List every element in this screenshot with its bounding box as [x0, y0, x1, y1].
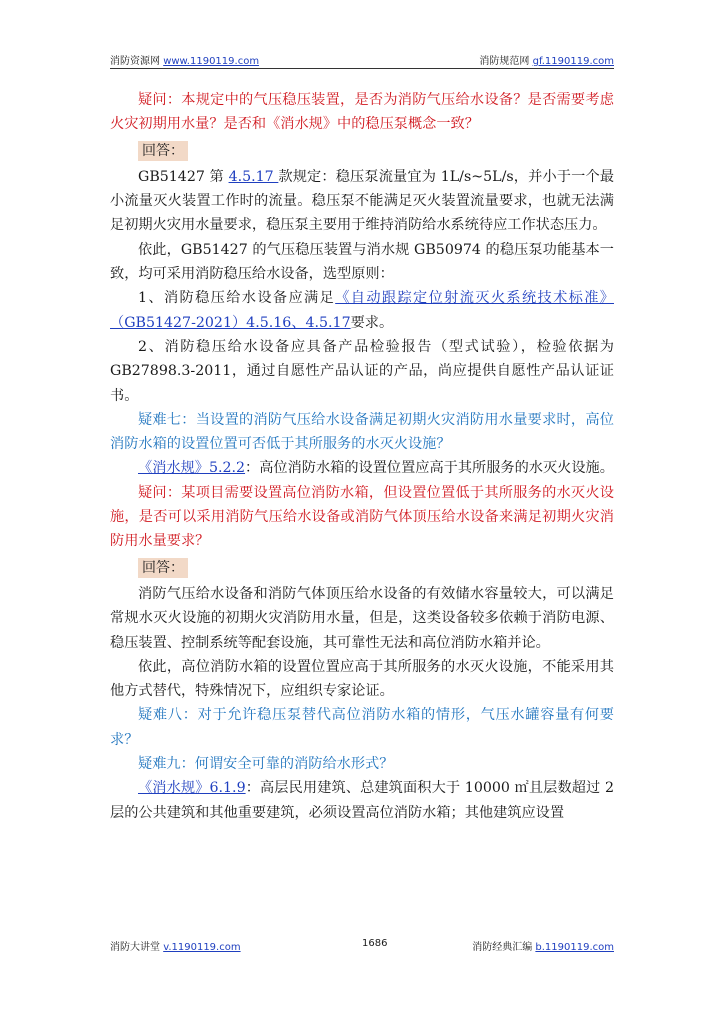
difficulty-8-heading: 疑难八：对于允许稳压泵替代高位消防水箱的情形，气压水罐容量有何要求？: [110, 707, 614, 748]
difficulty-9-heading: 疑难九：何谓安全可靠的消防给水形式？: [138, 756, 394, 773]
page-header: [110, 52, 614, 68]
answer-2-paragraph-1: [110, 582, 614, 655]
a1-p1-pre: GB51427 第: [138, 168, 229, 185]
a2-p1-a: 消防气压给水设备和消防气体顶压给水设备的有效储水容量较大，可以满足常规水灭火设施的初期火灾消防用水量，但是，这类设备: [110, 585, 614, 627]
header-right-label: 消防规范网: [479, 56, 530, 67]
answer-label: 回答：: [138, 558, 188, 578]
h7-text: ：高位消防水箱的设置位置应高于其所服务的水灭火设施。: [245, 460, 614, 477]
header-divider: [110, 68, 614, 69]
clause-ref-4-5-17[interactable]: 4.5.17: [228, 168, 279, 185]
difficulty-7-heading: 疑难七：当设置的消防气压给水设备满足初期火灾消防用水量要求时，高位消防水箱的设置位置可否低于其所服务的水灭火设施？: [110, 411, 614, 453]
page-footer: [110, 938, 614, 954]
a1-p3-pre: 1、消防稳压给水设备应满足: [138, 290, 336, 307]
standard-ref-gb51427[interactable]: 《自动跟踪定位射流灭火系统技术标准》（GB51427-2021）4.5.16、4.5.17: [110, 290, 614, 331]
a2-p2-a: 依此，高位消防水箱的设置位置应高于其所服务的水灭火设施，不能采用其他方式替代，: [110, 658, 614, 700]
answer-1-paragraph-4: 2、消防稳压给水设备应具备产品检验报告（型式试验），检验依据为 GB27898.3-2011，通过自愿性产品认证的产品，尚应提供自愿性产品认证证书。: [110, 338, 614, 404]
h9-text: ：高层民用建筑、总建筑面积大于 10000 ㎡且层数超过 2 层的公共建筑和其他重要建筑，必须设置高位消防水箱；其他建筑应设置: [110, 780, 614, 821]
header-left-label: 消防资源网: [110, 56, 160, 67]
answer-2-paragraph-2: [110, 655, 614, 704]
footer-right-label: 消防经典汇编: [472, 942, 533, 953]
footer-left: [110, 938, 241, 953]
answer-1-label-row: [110, 139, 614, 163]
a1-p3-post: 要求。: [350, 314, 394, 331]
header-left-link[interactable]: www.1190119.com: [163, 56, 260, 67]
difficulty-9-text: [110, 776, 614, 825]
footer-right: [472, 938, 614, 953]
clause-ref-6-1-9[interactable]: 《消水规》6.1.9: [138, 780, 246, 797]
difficulty-7-text: [110, 456, 614, 480]
answer-label: 回答：: [138, 141, 188, 161]
answer-1-paragraph-2: 依此，GB51427 的气压稳压装置与消水规 GB50974 的稳压泵功能基本一致，均可采用消防稳压给水设备，选型原则：: [110, 241, 614, 283]
answer-2-label-row: [110, 556, 614, 580]
clause-ref-5-2-2[interactable]: 《消水规》5.2.2: [138, 460, 246, 477]
a2-p2-b: 特殊情况下，应组织专家论证。: [195, 683, 394, 700]
page-number: 1686: [362, 938, 388, 949]
question-2: 疑问：某项目需要设置高位消防水箱，但设置位置低于其所服务的水灭火设施，是否可以采用消防气压给水设备或消防气体顶压给水设备来满足初期火灾消防用水量要求？: [110, 484, 614, 550]
a1-p1-post: 款规定：稳压泵流量宜为 1L/s~5L/s，并小于一个最小流量灭火装置工作时的流量。稳压泵不能满足灭火装置流量要求，也就无法满足初期火灾用水量要求，稳压泵主要用于维持消防给水系统待应工作状态压力。: [110, 168, 615, 234]
a2-p1-b: 较多依赖于消防电源、稳压装置、控制系统等配套设施，其可靠性无法和高位消防水箱并论。: [110, 610, 614, 651]
answer-1-paragraph-1: [110, 165, 614, 238]
answer-1-paragraph-3: [110, 286, 614, 335]
footer-right-link[interactable]: b.1190119.com: [535, 942, 614, 953]
header-right-link[interactable]: gf.1190119.com: [532, 56, 614, 67]
question-1: 疑问：本规定中的气压稳压装置，是否为消防气压给水设备？是否需要考虑火灾初期用水量？是否和《消水规》中的稳压泵概念一致？: [110, 92, 614, 133]
header-right: [479, 52, 614, 67]
footer-left-link[interactable]: v.1190119.com: [163, 942, 241, 953]
page-body: [110, 88, 614, 825]
header-left: [110, 52, 259, 67]
footer-left-label: 消防大讲堂: [110, 942, 160, 953]
